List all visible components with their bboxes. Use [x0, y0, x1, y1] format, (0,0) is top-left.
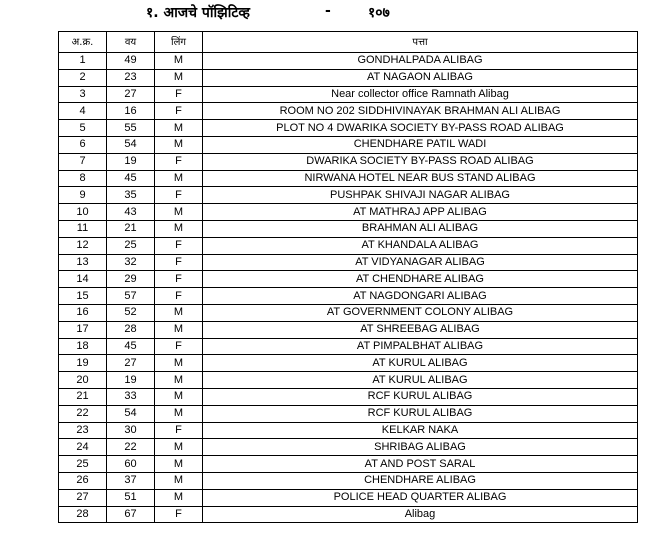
cell-address: KELKAR NAKA: [203, 422, 638, 439]
cell-gender: F: [155, 103, 203, 120]
cell-age: 19: [107, 153, 155, 170]
cell-gender: M: [155, 405, 203, 422]
cell-address: GONDHALPADA ALIBAG: [203, 53, 638, 70]
header-age: वय: [107, 32, 155, 53]
cell-serial-no: 5: [59, 120, 107, 137]
cell-address: POLICE HEAD QUARTER ALIBAG: [203, 489, 638, 506]
cell-gender: F: [155, 338, 203, 355]
cell-serial-no: 6: [59, 136, 107, 153]
cell-age: 51: [107, 489, 155, 506]
table-row: [59, 456, 638, 473]
cell-address: AT CHENDHARE ALIBAG: [203, 271, 638, 288]
cell-gender: F: [155, 506, 203, 523]
table-row: [59, 489, 638, 506]
cell-gender: M: [155, 120, 203, 137]
cell-address: ROOM NO 202 SIDDHIVINAYAK BRAHMAN ALI ALIBAG: [203, 103, 638, 120]
cell-age: 45: [107, 170, 155, 187]
cell-gender: M: [155, 372, 203, 389]
cell-address: NIRWANA HOTEL NEAR BUS STAND ALIBAG: [203, 170, 638, 187]
cell-gender: M: [155, 53, 203, 70]
table-row: [59, 136, 638, 153]
cell-serial-no: 13: [59, 254, 107, 271]
cell-address: CHENDHARE ALIBAG: [203, 472, 638, 489]
cell-age: 23: [107, 69, 155, 86]
cell-address: AT PIMPALBHAT ALIBAG: [203, 338, 638, 355]
cell-age: 37: [107, 472, 155, 489]
cell-age: 27: [107, 355, 155, 372]
cell-age: 22: [107, 439, 155, 456]
table-row: [59, 472, 638, 489]
cell-gender: F: [155, 288, 203, 305]
cell-age: 33: [107, 388, 155, 405]
cell-serial-no: 16: [59, 304, 107, 321]
table-row: [59, 422, 638, 439]
cell-serial-no: 18: [59, 338, 107, 355]
cell-serial-no: 26: [59, 472, 107, 489]
cell-age: 30: [107, 422, 155, 439]
cell-serial-no: 23: [59, 422, 107, 439]
cell-serial-no: 10: [59, 204, 107, 221]
cell-address: AT MATHRAJ APP ALIBAG: [203, 204, 638, 221]
cell-gender: M: [155, 472, 203, 489]
cell-age: 67: [107, 506, 155, 523]
cell-serial-no: 20: [59, 372, 107, 389]
cell-gender: F: [155, 237, 203, 254]
cell-age: 45: [107, 338, 155, 355]
cell-age: 43: [107, 204, 155, 221]
cell-address: AT NAGDONGARI ALIBAG: [203, 288, 638, 305]
cell-age: 49: [107, 53, 155, 70]
cell-age: 32: [107, 254, 155, 271]
table-row: [59, 388, 638, 405]
cell-gender: F: [155, 153, 203, 170]
table-row: [59, 204, 638, 221]
cell-address: PUSHPAK SHIVAJI NAGAR ALIBAG: [203, 187, 638, 204]
table-row: [59, 405, 638, 422]
cell-serial-no: 3: [59, 86, 107, 103]
cell-gender: M: [155, 388, 203, 405]
cell-gender: M: [155, 204, 203, 221]
header-serial-no: अ.क्र.: [59, 32, 107, 53]
cell-age: 57: [107, 288, 155, 305]
table-row: [59, 254, 638, 271]
table-row: [59, 120, 638, 137]
table-body: [59, 53, 638, 523]
table-row: [59, 338, 638, 355]
table-row: [59, 69, 638, 86]
table-header-row: [59, 32, 638, 53]
cell-age: 35: [107, 187, 155, 204]
cell-address: Alibag: [203, 506, 638, 523]
cell-address: AT SHREEBAG ALIBAG: [203, 321, 638, 338]
table-row: [59, 304, 638, 321]
cell-serial-no: 27: [59, 489, 107, 506]
cell-address: RCF KURUL ALIBAG: [203, 405, 638, 422]
cell-gender: F: [155, 254, 203, 271]
table-row: [59, 153, 638, 170]
table-row: [59, 372, 638, 389]
table-row: [59, 53, 638, 70]
cell-address: SHRIBAG ALIBAG: [203, 439, 638, 456]
cell-serial-no: 17: [59, 321, 107, 338]
cell-gender: F: [155, 271, 203, 288]
cell-serial-no: 11: [59, 220, 107, 237]
cell-gender: F: [155, 86, 203, 103]
cell-serial-no: 14: [59, 271, 107, 288]
cell-gender: M: [155, 321, 203, 338]
cell-gender: M: [155, 136, 203, 153]
cell-serial-no: 4: [59, 103, 107, 120]
cell-address: Near collector office Ramnath Alibag: [203, 86, 638, 103]
cell-age: 25: [107, 237, 155, 254]
cell-address: AT VIDYANAGAR ALIBAG: [203, 254, 638, 271]
cell-age: 19: [107, 372, 155, 389]
cell-serial-no: 19: [59, 355, 107, 372]
cell-serial-no: 15: [59, 288, 107, 305]
cell-serial-no: 28: [59, 506, 107, 523]
cell-address: AT GOVERNMENT COLONY ALIBAG: [203, 304, 638, 321]
cell-gender: F: [155, 187, 203, 204]
table-row: [59, 86, 638, 103]
cell-address: AT KHANDALA ALIBAG: [203, 237, 638, 254]
table-row: [59, 288, 638, 305]
cell-age: 21: [107, 220, 155, 237]
cell-address: PLOT NO 4 DWARIKA SOCIETY BY-PASS ROAD ALIBAG: [203, 120, 638, 137]
cell-gender: M: [155, 170, 203, 187]
table-row: [59, 271, 638, 288]
cell-serial-no: 22: [59, 405, 107, 422]
cell-gender: M: [155, 220, 203, 237]
cell-serial-no: 8: [59, 170, 107, 187]
cell-serial-no: 7: [59, 153, 107, 170]
cell-age: 29: [107, 271, 155, 288]
cell-gender: M: [155, 304, 203, 321]
cell-address: AT KURUL ALIBAG: [203, 372, 638, 389]
cell-serial-no: 12: [59, 237, 107, 254]
cell-serial-no: 2: [59, 69, 107, 86]
table-row: [59, 355, 638, 372]
cell-gender: M: [155, 489, 203, 506]
table-row: [59, 439, 638, 456]
cell-address: AT KURUL ALIBAG: [203, 355, 638, 372]
heading-title: १. आजचे पॉझिटिव्ह: [146, 5, 250, 21]
table-row: [59, 237, 638, 254]
cell-serial-no: 21: [59, 388, 107, 405]
heading-count: १०७: [368, 5, 390, 21]
cell-serial-no: 1: [59, 53, 107, 70]
cell-serial-no: 24: [59, 439, 107, 456]
cell-gender: M: [155, 456, 203, 473]
positive-cases-table: [58, 31, 638, 523]
cell-age: 55: [107, 120, 155, 137]
cell-address: BRAHMAN ALI ALIBAG: [203, 220, 638, 237]
cell-gender: M: [155, 69, 203, 86]
cell-serial-no: 25: [59, 456, 107, 473]
cell-age: 54: [107, 405, 155, 422]
table-row: [59, 506, 638, 523]
cell-age: 60: [107, 456, 155, 473]
table-row: [59, 170, 638, 187]
header-address: पत्ता: [203, 32, 638, 53]
cell-address: RCF KURUL ALIBAG: [203, 388, 638, 405]
cell-age: 52: [107, 304, 155, 321]
table-row: [59, 321, 638, 338]
cell-address: CHENDHARE PATIL WADI: [203, 136, 638, 153]
cell-age: 54: [107, 136, 155, 153]
cell-address: AT NAGAON ALIBAG: [203, 69, 638, 86]
cell-age: 27: [107, 86, 155, 103]
cell-serial-no: 9: [59, 187, 107, 204]
table-row: [59, 187, 638, 204]
cell-age: 16: [107, 103, 155, 120]
cell-gender: M: [155, 355, 203, 372]
cell-gender: M: [155, 439, 203, 456]
cell-address: DWARIKA SOCIETY BY-PASS ROAD ALIBAG: [203, 153, 638, 170]
table-row: [59, 220, 638, 237]
table-row: [59, 103, 638, 120]
heading-dash: -: [325, 3, 331, 19]
cell-age: 28: [107, 321, 155, 338]
cell-gender: F: [155, 422, 203, 439]
cell-address: AT AND POST SARAL: [203, 456, 638, 473]
header-gender: लिंग: [155, 32, 203, 53]
report-heading: [0, 3, 650, 23]
